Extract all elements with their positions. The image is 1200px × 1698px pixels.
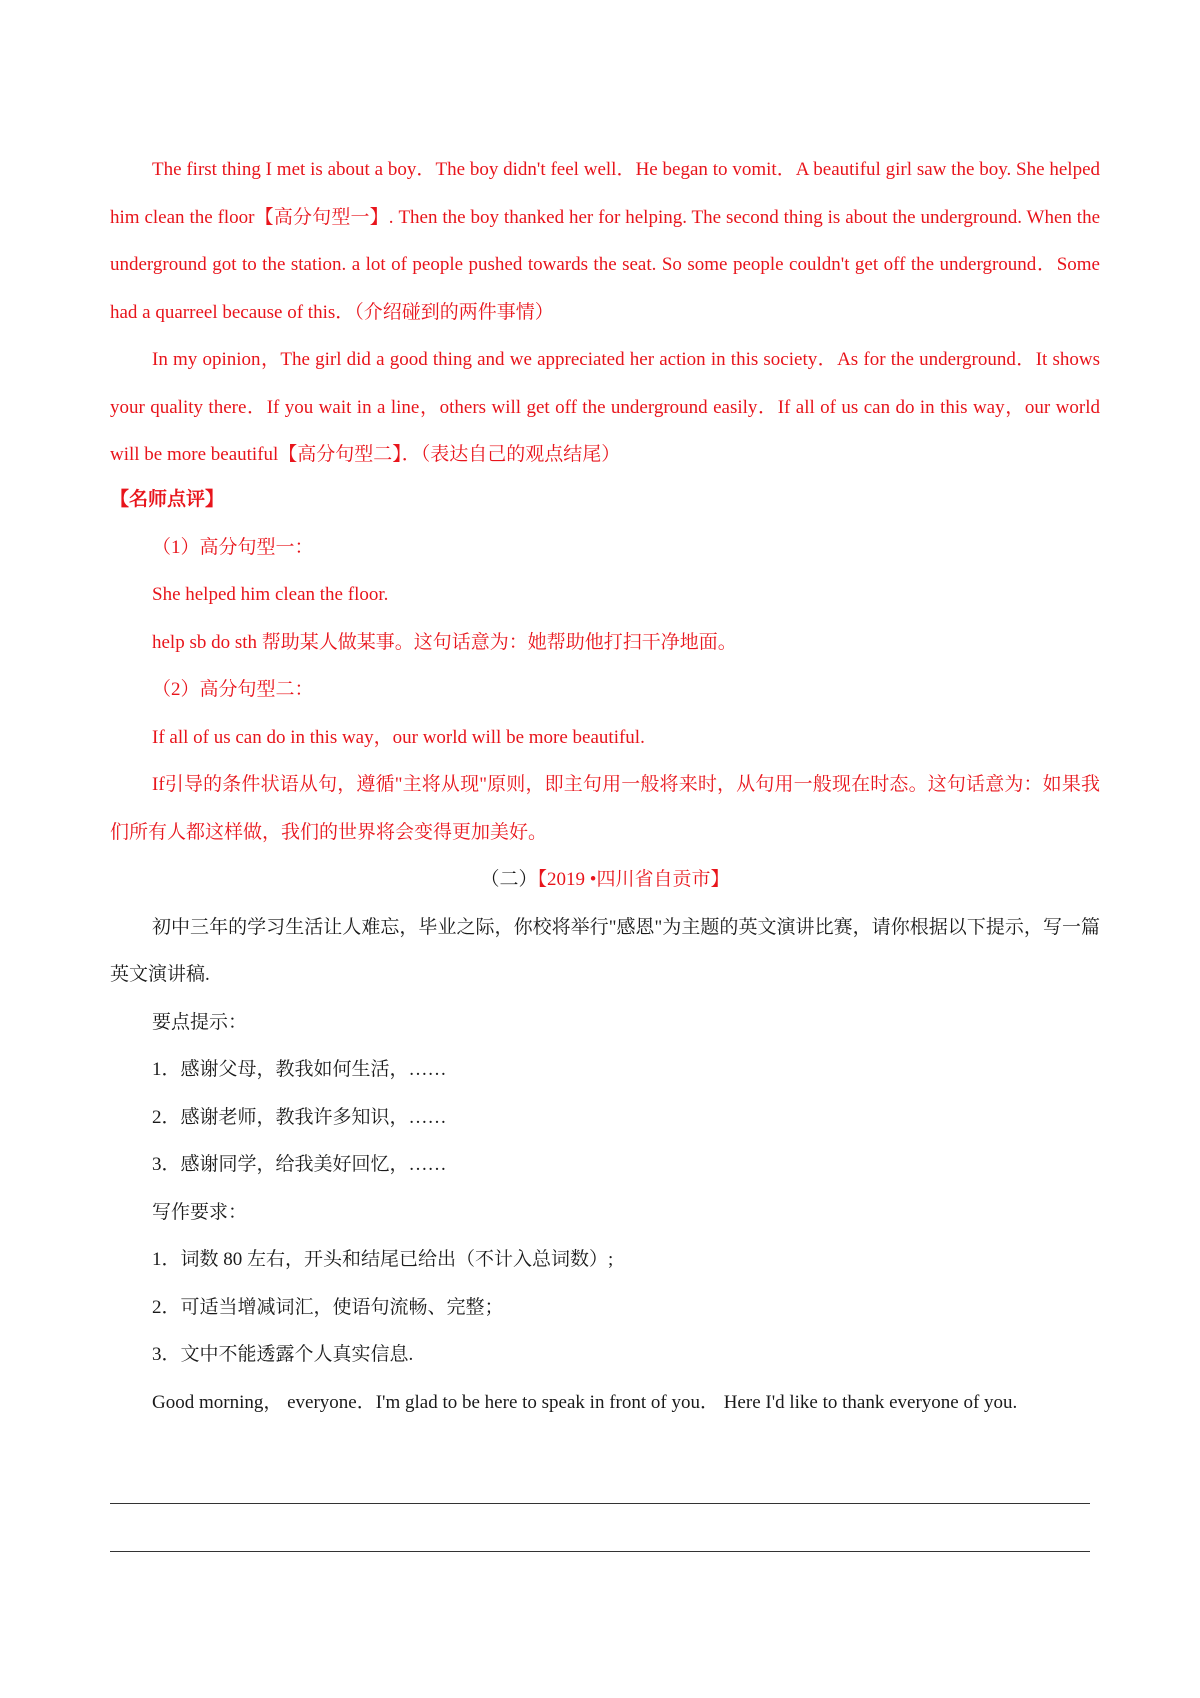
task-heading [110,856,1100,904]
requirement-item: 1．词数 80 左右，开头和结尾已给出（不计入总词数）; [152,1249,614,1270]
sample-essay [110,146,1100,479]
requirement-item: 3．文中不能透露个人真实信息. [152,1344,414,1365]
task-source: 【2019 •四川省自贡市】 [537,869,730,890]
point-item: 1．感谢父母，教我如何生活，…… [152,1059,447,1080]
comment-item-1-sentence: She helped him clean the floor. [152,584,389,605]
point-item: 3．感谢同学，给我美好回忆，…… [152,1154,447,1175]
comment-item-2-title: （2）高分句型二： [152,679,314,700]
comment-heading: 【名师点评】 [110,489,225,510]
task-number: （二） [480,869,538,890]
speech-opening: Good morning， everyone．I'm glad to be here to speak in front of you． Here I'd like to thank everyone of you. [152,1391,1018,1413]
points-label: 要点提示： [152,1011,248,1033]
teacher-comment [110,476,1100,856]
answer-line [110,1503,1090,1504]
point-item: 2．感谢老师，教我许多知识，…… [152,1106,447,1128]
essay-paragraph-1: The first thing I met is about a boy．The boy didn't feel well．He began to vomit．A beautiful girl saw the boy. She helped him clean the floor【高分句型一】. Then the boy thanked her for helping. The second thing is about the underground. When the underground got to the station. a lot of people pushed towards the seat. So some people couldn't get off the underground．Some had a quarreel because of this．（介绍碰到的两件事情） [110,159,1100,323]
comment-item-1-title: （1）高分句型一： [152,536,314,558]
essay-paragraph-2: In my opinion，The girl did a good thing and we appreciated her action in this society．As for the underground．It shows your quality there．If you wait in a line，others will get off the underground easily．If all of us can do in this way，our world will be more beautiful【高分句型二】．（表达自己的观点结尾） [110,349,1100,465]
answer-line [110,1551,1090,1552]
comment-item-1-explain: help sb do sth 帮助某人做某事。这句话意为：她帮助他打扫干净地面。 [152,631,737,653]
comment-item-2-sentence: If all of us can do in this way，our world will be more beautiful. [152,726,645,748]
writing-task-2 [110,856,1100,1426]
task-intro: 初中三年的学习生活让人难忘，毕业之际，你校将举行"感恩"为主题的英文演讲比赛，请你根据以下提示，写一篇英文演讲稿. [110,916,1100,985]
requirements-label: 写作要求： [152,1201,248,1223]
requirement-item: 2．可适当增减词汇，使语句流畅、完整； [152,1296,504,1318]
comment-item-2-explain: If引导的条件状语从句，遵循"主将从现"原则，即主句用一般将来时，从句用一般现在时态。这句话意为：如果我们所有人都这样做，我们的世界将会变得更加美好。 [110,774,1100,843]
